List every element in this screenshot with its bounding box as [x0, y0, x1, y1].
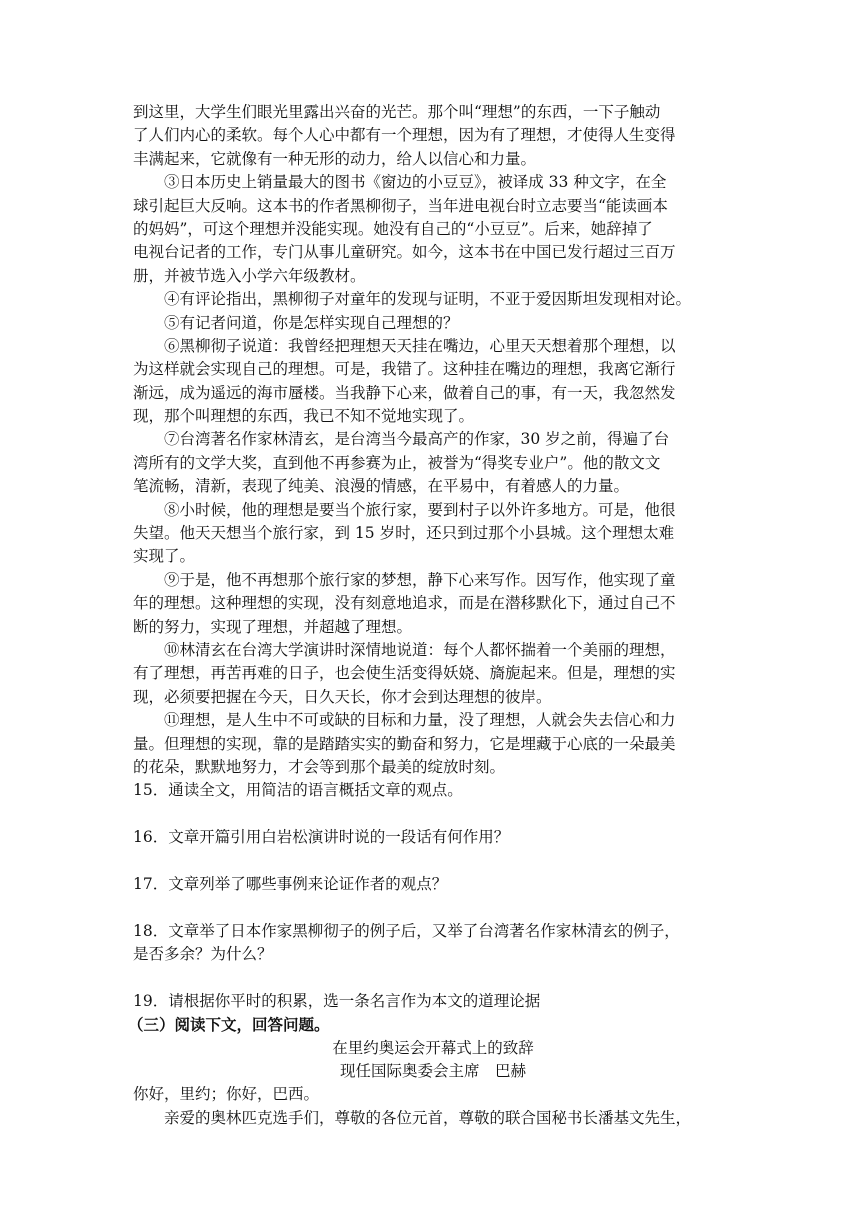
paragraph-9 — [133, 569, 733, 639]
text-line: 是否多余？为什么？ — [133, 945, 273, 964]
text-line: ⑧小时候，他的理想是要当个旅行家，要到村子以外许多地方。可是，他很 — [164, 500, 676, 519]
question-17: 17．文章列举了哪些事例来论证作者的观点？ — [133, 874, 448, 893]
text-line: 断的努力，实现了理想，并超越了理想。 — [133, 617, 413, 636]
paragraph-3 — [133, 171, 733, 288]
text-line: 失望。他天天想当个旅行家，到 15 岁时，还只到过那个小县城。这个理想太难 — [133, 524, 675, 543]
text-line: 的妈妈”，可这个理想并没能实现。她没有自己的“小豆豆”。后来，她辞掉了 — [133, 219, 653, 238]
speech-author: 现任国际奥委会主席 巴赫 — [339, 1062, 526, 1081]
text-line: ④有评论指出，黑柳彻子对童年的发现与证明，不亚于爱因斯坦发现相对论。 — [164, 290, 692, 309]
text-line: 球引起巨大反响。这本书的作者黑柳彻子，当年进电视台时立志要当“能读画本 — [133, 196, 668, 215]
paragraph-10 — [133, 639, 733, 709]
paragraph-6 — [133, 335, 733, 429]
speech-title: 在里约奥运会开幕式上的致辞 — [332, 1038, 534, 1057]
question-18 — [133, 920, 733, 967]
question-19: 19．请根据你平时的积累，选一条名言作为本文的道理论据 — [133, 991, 541, 1010]
text-line: 实现了。 — [133, 547, 196, 566]
text-line: ⑨于是，他不再想那个旅行家的梦想，静下心来写作。因写作，他实现了童 — [164, 570, 676, 589]
paragraph-4 — [133, 288, 733, 311]
text-line: 为这样就会实现自己的理想。可是，我错了。这种挂在嘴边的理想，我离它渐行 — [133, 360, 676, 379]
text-line: 渐远，成为遥远的海市蜃楼。当我静下心来，做着自己的事，有一天，我忽然发 — [133, 383, 676, 402]
text-line: 的花朵，默默地努力，才会等到那个最美的绽放时刻。 — [133, 757, 506, 776]
text-line: 18．文章举了日本作家黑柳彻子的例子后，又举了台湾著名作家林清玄的例子， — [133, 921, 680, 940]
text-line: 现，那个叫理想的东西，我已不知不觉地实现了。 — [133, 407, 475, 426]
paragraph-11 — [133, 709, 733, 779]
paragraph-5 — [133, 312, 733, 335]
text-line: 丰满起来，它就像有一种无形的动力，给人以信心和力量。 — [133, 149, 537, 168]
text-line: 有了理想，再苦再难的日子，也会使生活变得妖娆、旖旎起来。但是，理想的实 — [133, 664, 676, 683]
text-line: ③日本历史上销量最大的图书《窗边的小豆豆》，被译成 33 种文字，在全 — [164, 173, 667, 192]
paragraph-8 — [133, 499, 733, 569]
answer-space — [133, 850, 733, 873]
text-line: ⑪理想，是人生中不可或缺的目标和力量，没了理想，人就会失去信心和力 — [164, 711, 676, 730]
question-15: 15．通读全文，用简洁的语言概括文章的观点。 — [133, 781, 463, 800]
document-body — [128, 101, 733, 1130]
text-line: ⑥黑柳彻子说道：我曾经把理想天天挂在嘴边，心里天天想着那个理想，以 — [164, 336, 676, 355]
text-line: 量。但理想的实现，靠的是踏踏实实的勤奋和努力，它是埋藏于心底的一朵最美 — [133, 734, 676, 753]
text-line: 了人们内心的柔软。每个人心中都有一个理想，因为有了理想，才使得人生变得 — [133, 126, 676, 145]
text-line: 电视台记者的工作，专门从事儿童研究。如今，这本书在中国已发行超过三百万 — [133, 243, 676, 262]
text-line: ⑦台湾著名作家林清玄，是台湾当今最高产的作家，30 岁之前，得遍了台 — [164, 430, 670, 449]
text-line: 现，必须要把握在今天，日久天长，你才会到达理想的彼岸。 — [133, 687, 552, 706]
paragraph-7 — [133, 428, 733, 498]
question-16: 16．文章开篇引用白岩松演讲时说的一段话有何作用？ — [133, 828, 510, 847]
text-line: 年的理想。这种理想的实现，没有刻意地追求，而是在潜移默化下，通过自己不 — [133, 594, 676, 613]
text-line: 到这里，大学生们眼光里露出兴奋的光芒。那个叫“理想”的东西，一下子触动 — [133, 103, 661, 121]
answer-space — [133, 803, 733, 826]
text-line: ⑤有记者问道，你是怎样实现自己理想的？ — [164, 313, 459, 332]
text-line: 册，并被节选入小学六年级教材。 — [133, 266, 366, 285]
paragraph-intro — [133, 101, 733, 171]
speech-greeting: 你好，里约；你好，巴西。 — [133, 1085, 320, 1104]
text-line: ⑩林清玄在台湾大学演讲时深情地说道：每个人都怀揣着一个美丽的理想， — [164, 640, 676, 659]
answer-space — [133, 966, 733, 989]
text-line: 湾所有的文学大奖，直到他不再参赛为止，被誉为“得奖专业户”。他的散文文 — [133, 453, 661, 472]
section-heading: （三）阅读下文，回答问题。 — [128, 1015, 330, 1035]
speech-line: 亲爱的奥林匹克选手们，尊敬的各位元首，尊敬的联合国秘书长潘基文先生， — [164, 1108, 692, 1127]
text-line: 笔流畅，清新，表现了纯美、浪漫的情感，在平易中，有着感人的力量。 — [133, 477, 630, 496]
answer-space — [133, 896, 733, 919]
